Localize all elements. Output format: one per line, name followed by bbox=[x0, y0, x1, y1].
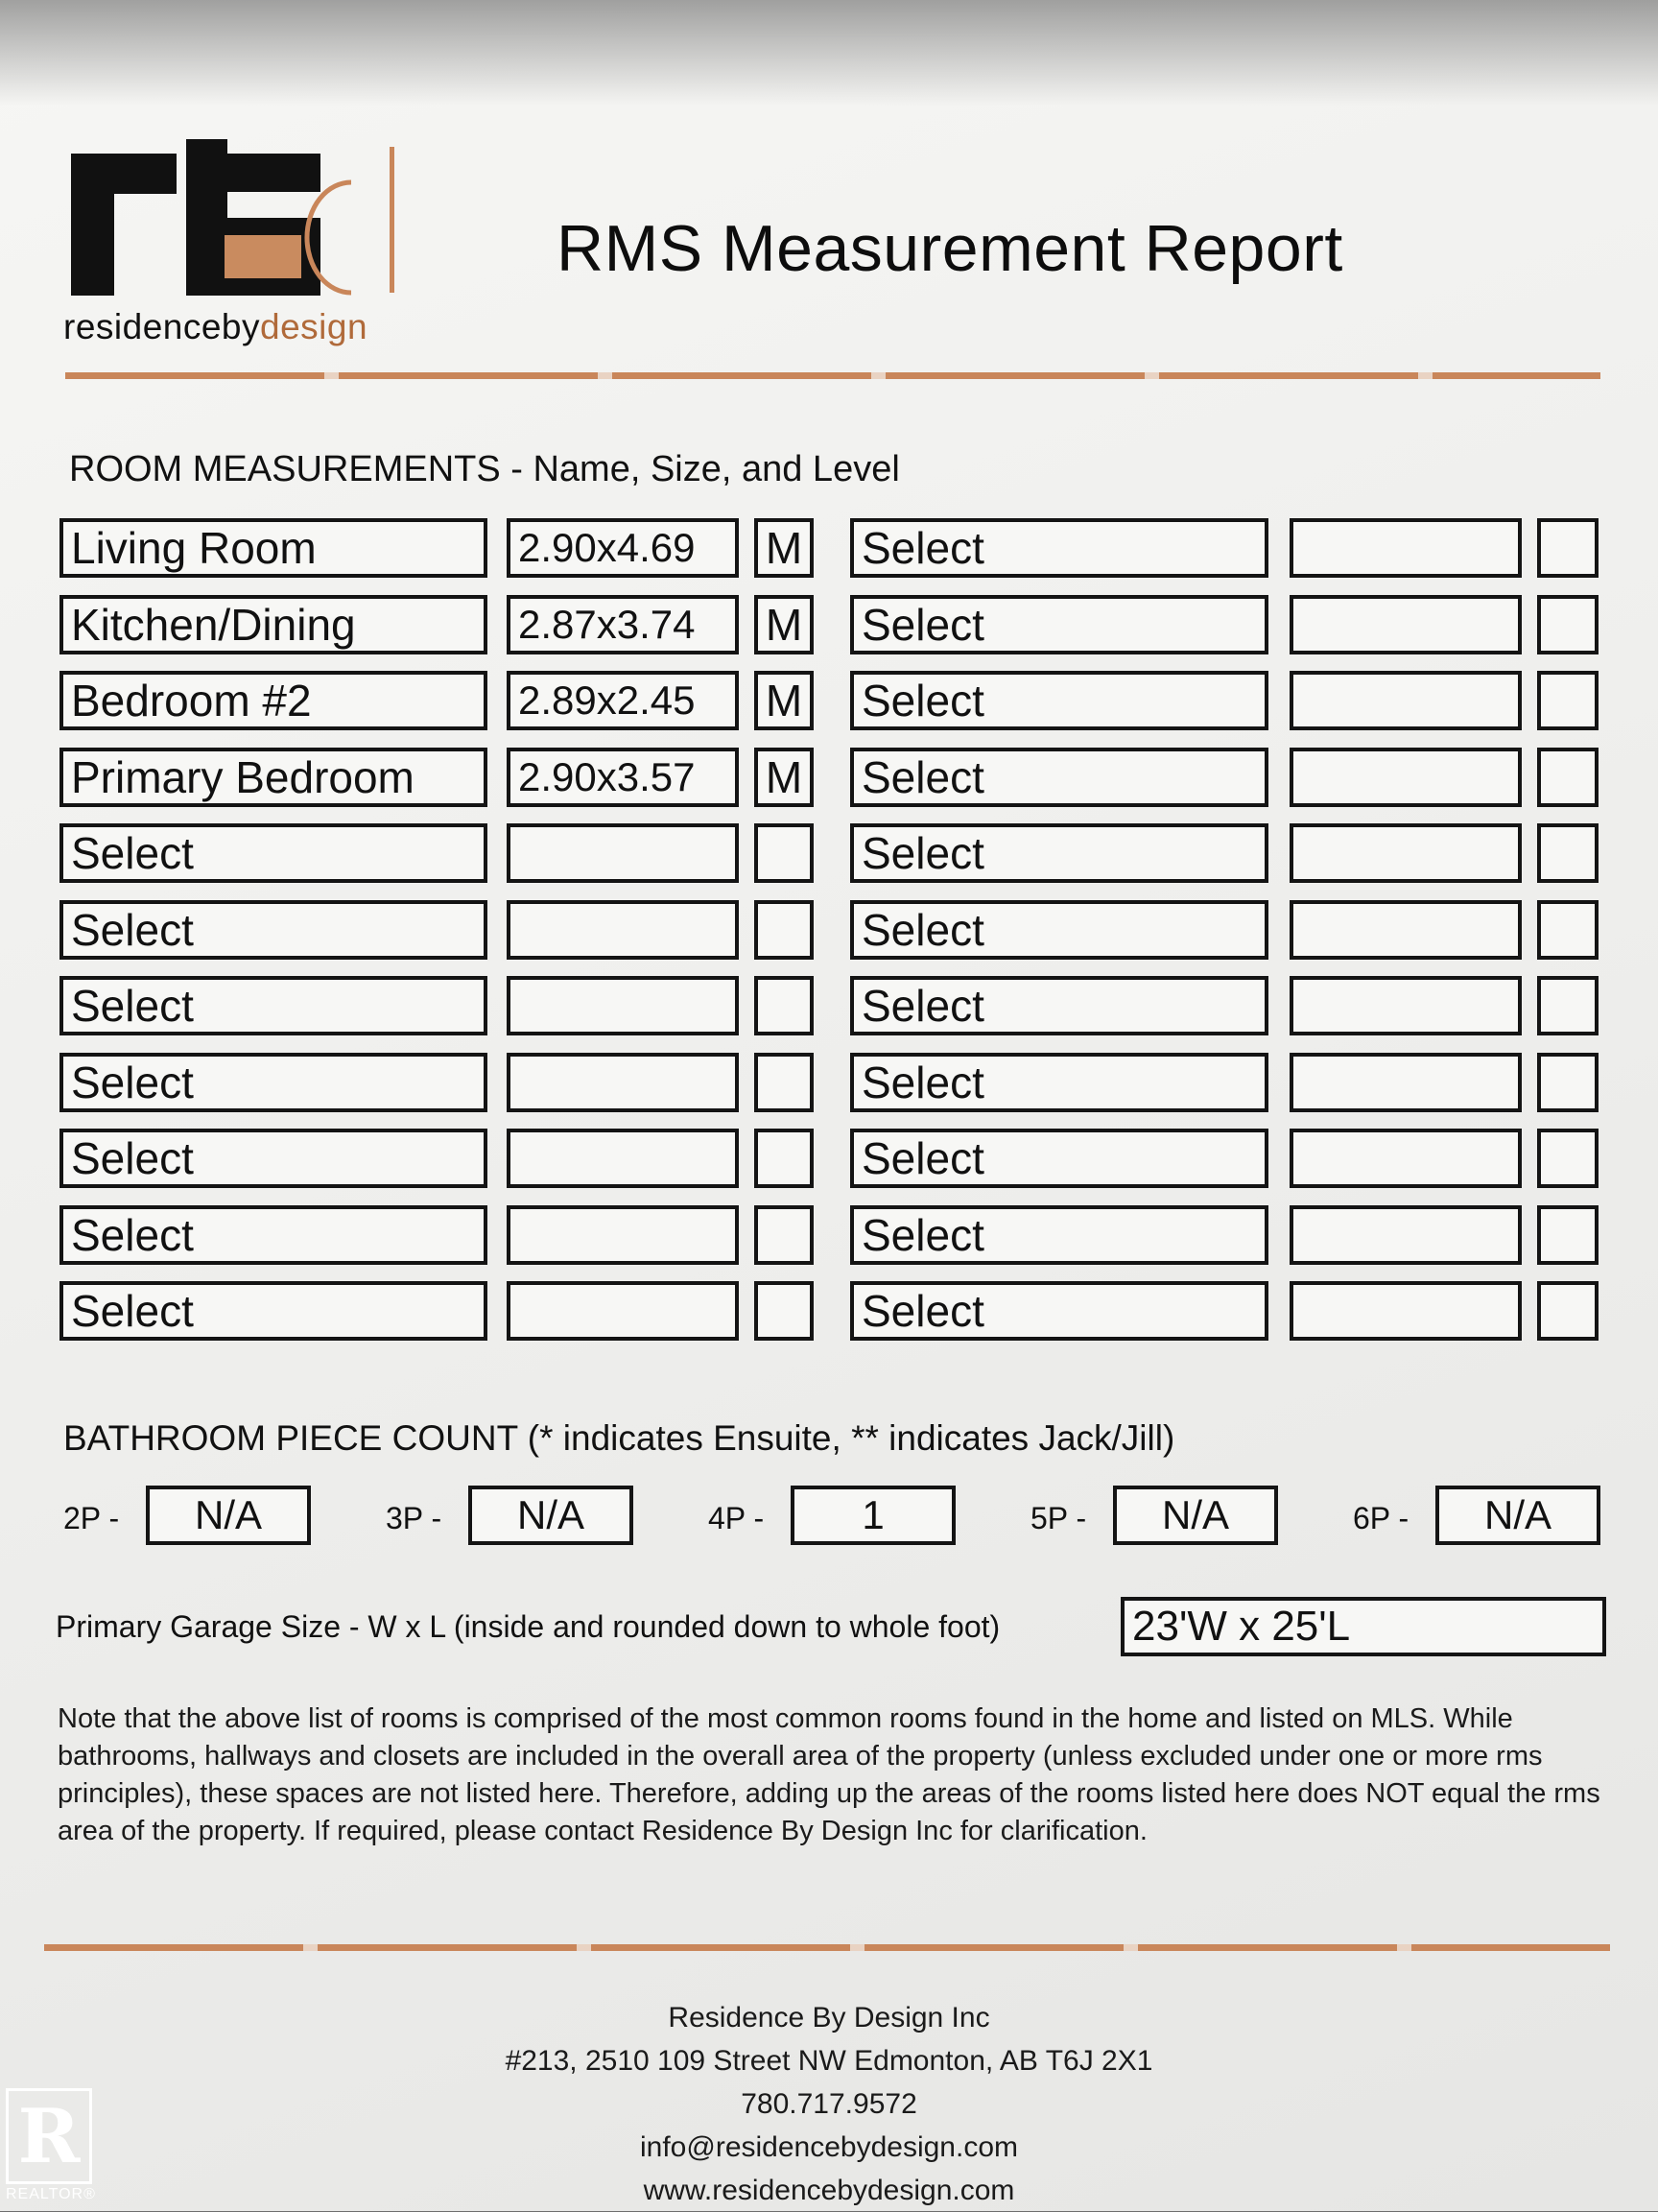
left-room-name-select[interactable]: Select bbox=[59, 1053, 487, 1112]
realtor-watermark bbox=[6, 2088, 98, 2203]
bath-count-label: 5P - bbox=[1030, 1501, 1087, 1535]
left-room-level-field[interactable] bbox=[754, 1129, 814, 1188]
brand-prefix: residenceby bbox=[63, 307, 261, 346]
bath-count-label: 4P - bbox=[708, 1501, 765, 1535]
right-room-name-select[interactable]: Select bbox=[850, 976, 1268, 1035]
left-room-name-select[interactable]: Select bbox=[59, 823, 487, 883]
bath-count-field[interactable]: N/A bbox=[1435, 1486, 1600, 1545]
left-room-level-field[interactable]: M bbox=[754, 748, 814, 807]
left-room-size-field[interactable] bbox=[507, 1281, 739, 1341]
rooms-heading: ROOM MEASUREMENTS - Name, Size, and Level bbox=[69, 449, 900, 489]
bath-count-label: 6P - bbox=[1353, 1501, 1409, 1535]
right-room-level-field[interactable] bbox=[1537, 1205, 1599, 1265]
left-room-name-select[interactable]: Primary Bedroom bbox=[59, 748, 487, 807]
brand-accent: design bbox=[260, 307, 368, 346]
left-room-name-select[interactable]: Select bbox=[59, 976, 487, 1035]
left-room-size-field[interactable]: 2.90x4.69 bbox=[507, 518, 739, 578]
bathroom-heading: BATHROOM PIECE COUNT (* indicates Ensuite, ** indicates Jack/Jill) bbox=[63, 1418, 1175, 1458]
left-room-size-field[interactable]: 2.87x3.74 bbox=[507, 595, 739, 654]
left-room-name-select[interactable]: Living Room bbox=[59, 518, 487, 578]
footer-company: Residence By Design Inc bbox=[668, 2002, 990, 2034]
left-room-name-select[interactable]: Kitchen/Dining bbox=[59, 595, 487, 654]
disclaimer-note: Note that the above list of rooms is comprised of the most common rooms found in the home and listed on MLS. While bathrooms, hallways and closets are included in the overall area of the property (unless excluded under one or more rms principles), these spaces are not listed here. Therefore, adding up the areas of the rooms listed here does NOT equal the rms area of the property. If required, please contact Residence By Design Inc for clarification. bbox=[58, 1703, 1600, 1846]
right-room-size-field[interactable] bbox=[1290, 1205, 1522, 1265]
bath-count-field[interactable]: N/A bbox=[468, 1486, 633, 1545]
right-room-size-field[interactable] bbox=[1290, 518, 1522, 578]
footer-email[interactable]: info@residencebydesign.com bbox=[640, 2131, 1018, 2163]
right-room-size-field[interactable] bbox=[1290, 1129, 1522, 1188]
top-divider bbox=[65, 372, 1600, 379]
right-room-name-select[interactable]: Select bbox=[850, 595, 1268, 654]
company-logo bbox=[63, 139, 409, 350]
right-room-level-field[interactable] bbox=[1537, 595, 1599, 654]
right-room-size-field[interactable] bbox=[1290, 671, 1522, 730]
left-room-name-select[interactable]: Select bbox=[59, 900, 487, 960]
left-room-name-select[interactable]: Select bbox=[59, 1129, 487, 1188]
right-room-size-field[interactable] bbox=[1290, 748, 1522, 807]
right-room-level-field[interactable] bbox=[1537, 976, 1599, 1035]
right-room-name-select[interactable]: Select bbox=[850, 900, 1268, 960]
right-room-name-select[interactable]: Select bbox=[850, 1205, 1268, 1265]
right-room-size-field[interactable] bbox=[1290, 900, 1522, 960]
left-room-level-field[interactable] bbox=[754, 900, 814, 960]
right-room-name-select[interactable]: Select bbox=[850, 671, 1268, 730]
left-room-level-field[interactable] bbox=[754, 823, 814, 883]
right-room-size-field[interactable] bbox=[1290, 595, 1522, 654]
right-room-level-field[interactable] bbox=[1537, 518, 1599, 578]
left-room-name-select[interactable]: Select bbox=[59, 1205, 487, 1265]
bath-count-field[interactable]: 1 bbox=[791, 1486, 956, 1545]
left-room-size-field[interactable] bbox=[507, 1129, 739, 1188]
right-room-level-field[interactable] bbox=[1537, 748, 1599, 807]
left-room-name-select[interactable]: Select bbox=[59, 1281, 487, 1341]
right-room-size-field[interactable] bbox=[1290, 1053, 1522, 1112]
left-room-level-field[interactable] bbox=[754, 1281, 814, 1341]
left-room-size-field[interactable]: 2.90x3.57 bbox=[507, 748, 739, 807]
realtor-icon: R bbox=[6, 2088, 92, 2184]
rbd-logo-mark bbox=[63, 139, 409, 302]
brand-name bbox=[63, 307, 367, 347]
left-room-level-field[interactable]: M bbox=[754, 595, 814, 654]
left-room-size-field[interactable] bbox=[507, 976, 739, 1035]
left-room-size-field[interactable]: 2.89x2.45 bbox=[507, 671, 739, 730]
left-room-level-field[interactable]: M bbox=[754, 671, 814, 730]
right-room-name-select[interactable]: Select bbox=[850, 1281, 1268, 1341]
left-room-size-field[interactable] bbox=[507, 1205, 739, 1265]
bottom-divider bbox=[44, 1944, 1610, 1951]
right-room-level-field[interactable] bbox=[1537, 1053, 1599, 1112]
realtor-label: REALTOR® bbox=[6, 2186, 96, 2202]
footer-address: #213, 2510 109 Street NW Edmonton, AB T6J 2X1 bbox=[505, 2045, 1153, 2077]
right-room-name-select[interactable]: Select bbox=[850, 1129, 1268, 1188]
left-room-level-field[interactable] bbox=[754, 976, 814, 1035]
right-room-level-field[interactable] bbox=[1537, 900, 1599, 960]
right-room-level-field[interactable] bbox=[1537, 1281, 1599, 1341]
footer-website[interactable]: www.residencebydesign.com bbox=[643, 2175, 1015, 2206]
bath-count-field[interactable]: N/A bbox=[1113, 1486, 1278, 1545]
garage-size-field[interactable]: 23'W x 25'L bbox=[1121, 1597, 1606, 1656]
left-room-level-field[interactable] bbox=[754, 1205, 814, 1265]
right-room-size-field[interactable] bbox=[1290, 1281, 1522, 1341]
right-room-name-select[interactable]: Select bbox=[850, 823, 1268, 883]
right-room-name-select[interactable]: Select bbox=[850, 748, 1268, 807]
left-room-name-select[interactable]: Bedroom #2 bbox=[59, 671, 487, 730]
footer bbox=[0, 1996, 1658, 2212]
right-room-name-select[interactable]: Select bbox=[850, 518, 1268, 578]
right-room-size-field[interactable] bbox=[1290, 976, 1522, 1035]
right-room-level-field[interactable] bbox=[1537, 1129, 1599, 1188]
bath-count-field[interactable]: N/A bbox=[146, 1486, 311, 1545]
photo-shadow bbox=[0, 0, 1658, 106]
right-room-level-field[interactable] bbox=[1537, 823, 1599, 883]
left-room-size-field[interactable] bbox=[507, 1053, 739, 1112]
footer-phone: 780.717.9572 bbox=[741, 2088, 917, 2120]
left-room-level-field[interactable] bbox=[754, 1053, 814, 1112]
garage-label: Primary Garage Size - W x L (inside and rounded down to whole foot) bbox=[56, 1609, 1001, 1644]
bath-count-label: 2P - bbox=[63, 1501, 120, 1535]
right-room-level-field[interactable] bbox=[1537, 671, 1599, 730]
left-room-size-field[interactable] bbox=[507, 900, 739, 960]
right-room-name-select[interactable]: Select bbox=[850, 1053, 1268, 1112]
right-room-size-field[interactable] bbox=[1290, 823, 1522, 883]
bath-count-label: 3P - bbox=[386, 1501, 442, 1535]
left-room-level-field[interactable]: M bbox=[754, 518, 814, 578]
page-title: RMS Measurement Report bbox=[557, 212, 1343, 285]
left-room-size-field[interactable] bbox=[507, 823, 739, 883]
